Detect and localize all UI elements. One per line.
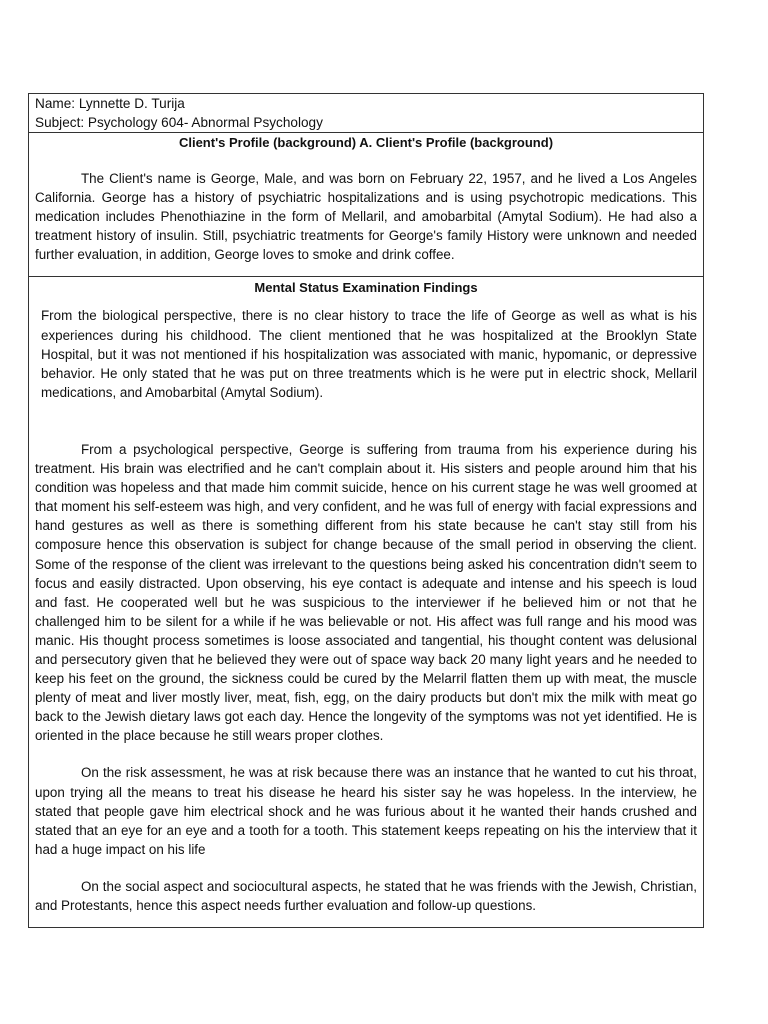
risk-assessment-paragraph: On the risk assessment, he was at risk because there was an instance that he wanted to cut his throat, upon trying all the means to treat his disease he heard his sister say he was hopeless. In the interview, he stated that people gave him electrical shock and he was furious about it he wanted their hands crushed and stated that an eye for an eye and a tooth for a tooth. This statement keeps repeating on his the interview that it had a huge impact on his life — [35, 765, 697, 857]
social-aspect-paragraph: On the social aspect and sociocultural aspects, he stated that he was friends with the Jewish, Christian, and Protestants, hence this aspect needs further evaluation and follow-up questions. — [35, 878, 697, 913]
client-profile-paragraph: The Client's name is George, Male, and was born on February 22, 1957, and he lived a Los Angeles California. George has a history of psychiatric hospitalizations and is using psychotropic medications. This medication includes Phenothiazine in the form of Mellaril, and amobarbital (Amytal Sodium). He had also a treatment history of insulin. Still, psychiatric treatments for George's family History were unknown and needed further evaluation, in addition, George loves to smoke and drink coffee. — [35, 171, 697, 263]
client-profile-section — [29, 132, 703, 276]
mental-status-section — [29, 276, 703, 927]
header-block — [29, 94, 703, 132]
biological-perspective-paragraph: From the biological perspective, there is no clear history to trace the life of George as well as what is his experiences during his childhood. The client mentioned that he was hospitalized at the Brooklyn State Hospital, but it was not mentioned if his hospitalization was associated with manic, hypomanic, or depressive behavior. He only stated that he was put on three treatments which is he were put in electric shock, Mellaril medications, and Amobarbital (Amytal Sodium). — [41, 308, 697, 400]
psychological-perspective-paragraph: From a psychological perspective, George is suffering from trauma from his experience during his treatment. His brain was electrified and he can't complain about it. His sisters and people around him that his condition was hopeless and that made him commit suicide, hence on his current stage he was well groomed at that moment his self-esteem was high, and very confident, and he was full of energy with facial expressions and hand gestures as well as there is something different from his state because he can't stay still from his composure hence this observation is subject for change because of the small period in observing the client. Some of the response of the client was irrelevant to the questions being asked his concentration didn't seem to focus and easily distracted. Upon observing, his eye contact is adequate and intense and his speech is loud and fast. He cooperated well but he was suspicious to the interviewer if he believed him or not that he challenged him to be silent for a while if he was believable or not. His affect was full range and his mood was manic. His thought process sometimes is loose associated and tangential, his thought content was delusional and persecutory given that he believed they were out of space way back 20 many light years and he needed to keep his feet on the ground, the sickness could be cured by the Melarril flatten them up with meat, the muscle plenty of meat and liver mostly liver, meat, fish, egg, on the dairy products but don't mix the milk with meat go back to the Jewish dietary laws got each day. Hence the longevity of the symptoms was not yet identified. He is oriented in the place because he still wears proper clothes. — [35, 441, 697, 744]
client-profile-title: Client's Profile (background) A. Client's Profile (background) — [178, 135, 554, 150]
author-name: Name: Lynnette D. Turija — [35, 96, 185, 111]
subject-line: Subject: Psychology 604- Abnormal Psychology — [35, 114, 323, 130]
mental-status-title: Mental Status Examination Findings — [254, 280, 478, 296]
document-table — [28, 93, 704, 928]
